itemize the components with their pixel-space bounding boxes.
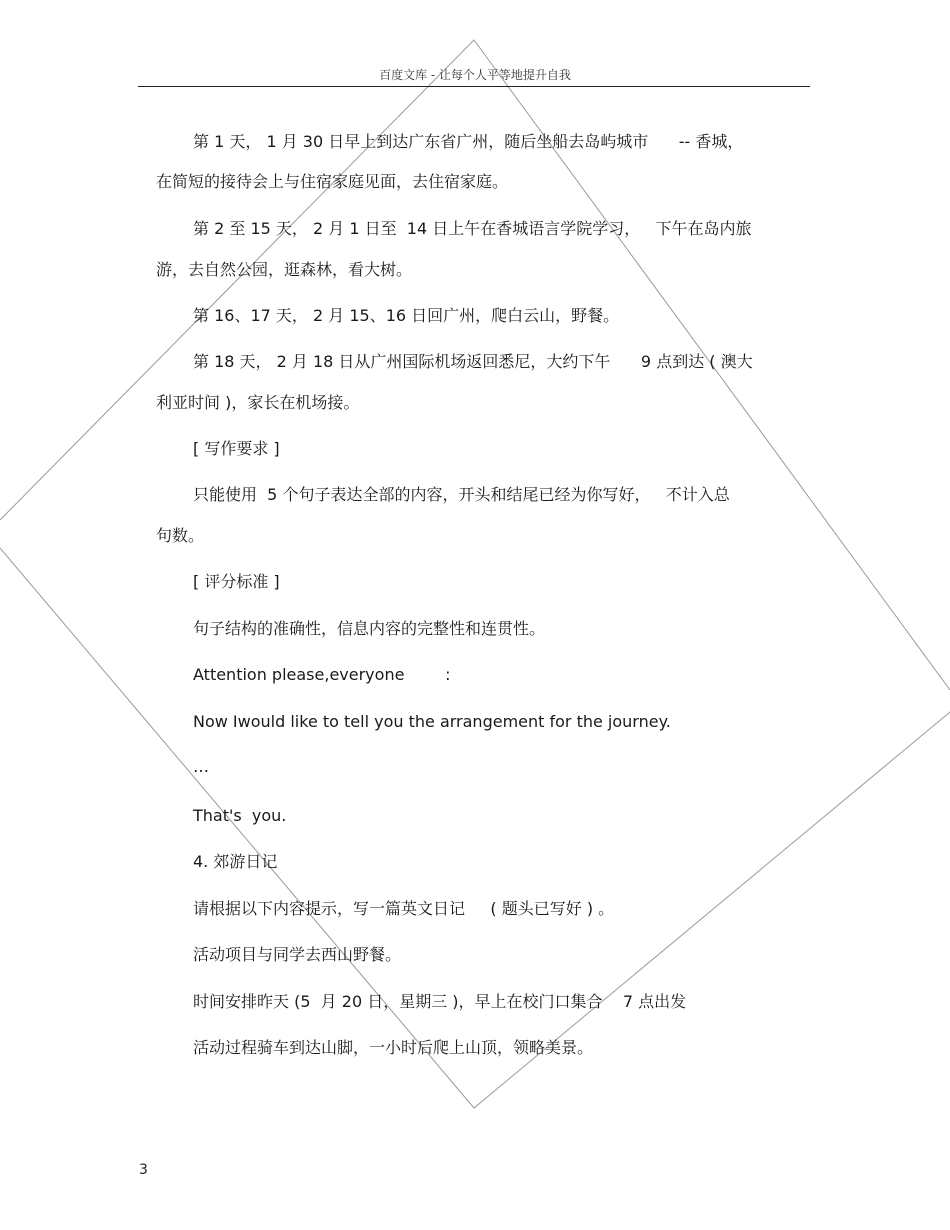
ellipsis-line: … — [193, 757, 209, 776]
paragraph-line: 句数。 — [156, 526, 205, 545]
paragraph-line: 游，去自然公园，逛森林，看大树。 — [156, 260, 413, 279]
paragraph-line: 第 1 天， 1 月 30 日早上到达广东省广州，随后坐船去岛屿城市 -- 香城， — [193, 132, 744, 151]
paragraph-line: 在简短的接待会上与住宿家庭见面，去住宿家庭。 — [156, 172, 509, 191]
page-header: 百度文库 - 让每个人平等地提升自我 — [379, 68, 571, 82]
paragraph-line: 第 2 至 15 天， 2 月 1 日至 14 日上午在香城语言学院学习， 下午在岛内旅 — [193, 219, 752, 238]
section-heading: [ 评分标准 ] — [193, 572, 280, 591]
section-heading: [ 写作要求 ] — [193, 439, 280, 458]
page-number: 3 — [139, 1162, 148, 1178]
paragraph-line: 活动过程骑车到达山脚，一小时后爬上山顶，领略美景。 — [193, 1038, 594, 1057]
paragraph-line: 第 16、17 天， 2 月 15、16 日回广州，爬白云山，野餐。 — [193, 306, 620, 325]
paragraph-line: That's you. — [193, 806, 287, 825]
paragraph-line: 句子结构的准确性，信息内容的完整性和连贯性。 — [193, 619, 546, 638]
section-heading: 4. 郊游日记 — [193, 852, 278, 871]
paragraph-line: 利亚时间 )，家长在机场接。 — [156, 393, 360, 412]
paragraph-line: Now Iwould like to tell you the arrangement for the journey. — [193, 712, 671, 731]
paragraph-line: Attention please,everyone : — [193, 665, 451, 684]
paragraph-line: 请根据以下内容提示，写一篇英文日记 ( 题头已写好 ) 。 — [193, 899, 615, 918]
paragraph-line: 时间安排昨天 (5 月 20 日，星期三 )，早上在校门口集合 7 点出发 — [193, 992, 687, 1011]
paragraph-line: 只能使用 5 个句子表达全部的内容，开头和结尾已经为你写好， 不计入总 — [193, 485, 730, 504]
paragraph-line: 活动项目与同学去西山野餐。 — [193, 945, 402, 964]
paragraph-line: 第 18 天， 2 月 18 日从广州国际机场返回悉尼，大约下午 9 点到达 ( 澳大 — [193, 352, 753, 371]
